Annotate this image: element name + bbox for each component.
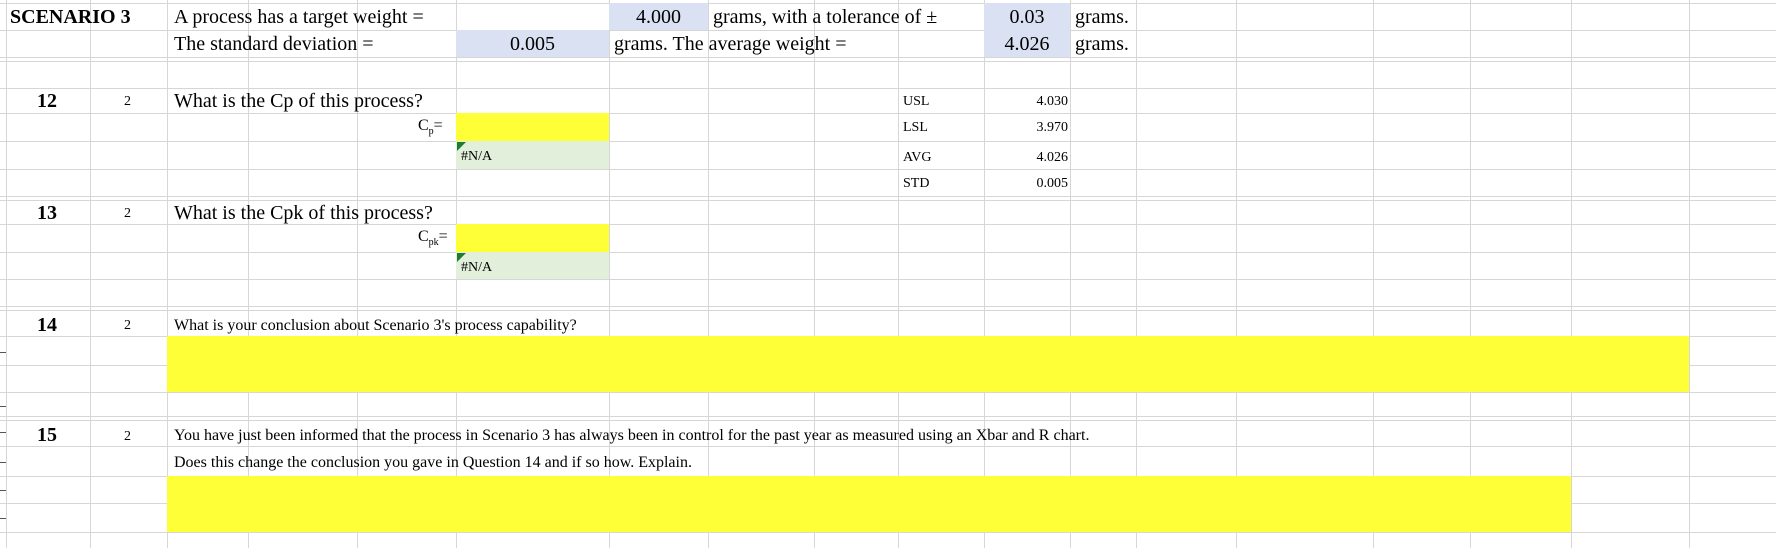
scenario-line2-units: grams. — [1075, 33, 1129, 55]
question-text: What is the Cp of this process? — [174, 90, 423, 112]
question-points: 2 — [124, 94, 131, 109]
std-label: STD — [903, 176, 930, 191]
row-header-edge — [0, 490, 6, 491]
cp-answer-input[interactable] — [456, 113, 609, 141]
cp-label: $C_p=$ — [418, 117, 443, 138]
lsl-value: 3.970 — [1036, 120, 1068, 135]
avg-value: 4.026 — [1036, 150, 1068, 165]
avg-label: AVG — [903, 150, 932, 165]
question-points: 2 — [124, 318, 131, 333]
question-number: 13 — [37, 202, 57, 224]
cp-result: #N/A — [461, 149, 493, 164]
target-weight-value: 4.000 — [636, 6, 681, 28]
cpk-label: $C_{pk}=$ — [418, 228, 448, 249]
tolerance-value: 0.03 — [1009, 6, 1045, 28]
question-number: 12 — [37, 90, 57, 112]
row-header-edge — [0, 406, 6, 407]
question-points: 2 — [124, 206, 131, 221]
q15-answer-input[interactable] — [167, 476, 1571, 532]
row-header-edge — [0, 432, 6, 433]
cpk-answer-input[interactable] — [456, 224, 609, 252]
cpk-result: #N/A — [461, 260, 493, 275]
avg-weight-value: 4.026 — [1004, 33, 1050, 55]
scenario-title: SCENARIO 3 — [10, 6, 131, 28]
scenario-line2-text: The standard deviation = — [174, 33, 374, 55]
scenario-line1-units: grams. — [1075, 6, 1129, 28]
std-value: 0.005 — [1036, 176, 1068, 191]
scenario-line1-text: A process has a target weight = — [174, 6, 424, 28]
question-number: 14 — [37, 314, 57, 336]
std-dev-value: 0.005 — [510, 33, 555, 55]
row-header-edge — [0, 518, 6, 519]
question-number: 15 — [37, 424, 57, 446]
scenario-line2-avg-text: grams. The average weight = — [614, 33, 847, 55]
question-text: What is your conclusion about Scenario 3's process capability? — [174, 317, 577, 334]
question-text-line1: You have just been informed that the process in Scenario 3 has always been in control for the past year as measured using an Xbar and R chart. — [174, 427, 1090, 444]
usl-value: 4.030 — [1036, 94, 1068, 109]
scenario-line1-tolerance-text: grams, with a tolerance of ± — [713, 6, 938, 28]
question-text-line2: Does this change the conclusion you gave in Question 14 and if so how. Explain. — [174, 454, 692, 471]
question-points: 2 — [124, 429, 131, 444]
row-header-edge — [0, 462, 6, 463]
usl-label: USL — [903, 94, 930, 109]
q14-answer-input[interactable] — [167, 336, 1689, 392]
row-header-edge — [0, 352, 6, 353]
lsl-label: LSL — [903, 120, 928, 135]
question-text: What is the Cpk of this process? — [174, 202, 433, 224]
